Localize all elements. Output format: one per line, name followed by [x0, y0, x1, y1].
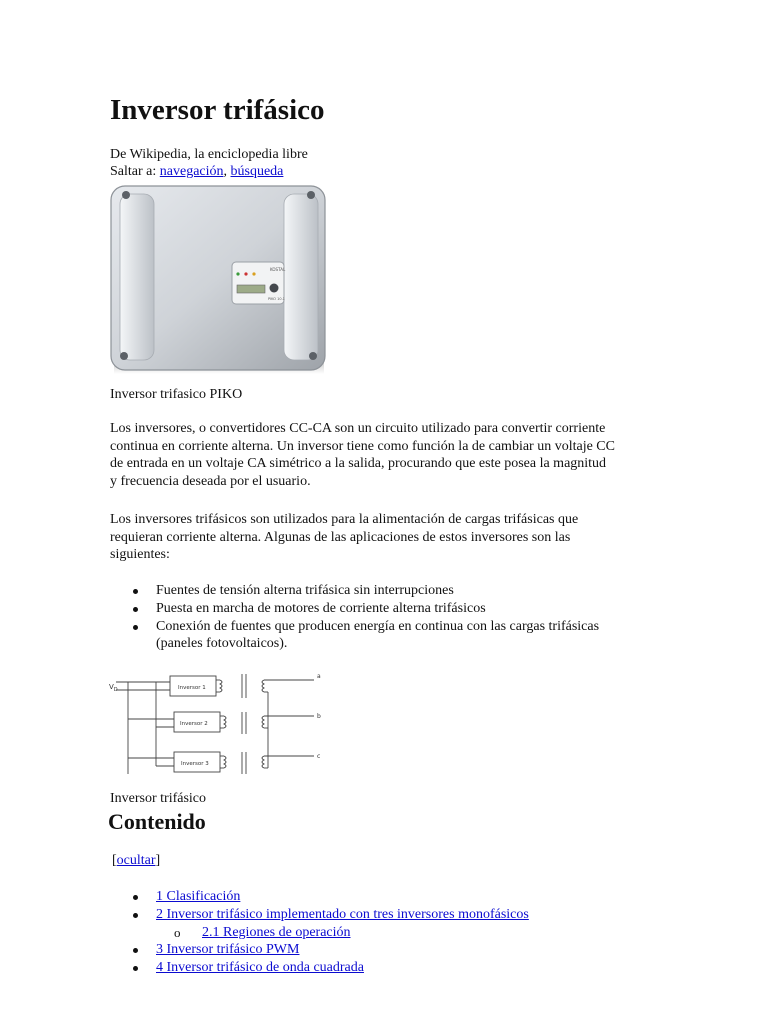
panel-brand-text: KOSTAL	[270, 267, 286, 272]
list-item	[110, 618, 630, 654]
toc-heading: Contenido	[108, 809, 206, 834]
toc-link-pwm[interactable]: 3 Inversor trifásico PWM	[156, 942, 300, 958]
paragraph-line: siguientes:	[110, 547, 170, 562]
output-terminal-label: a	[317, 673, 321, 680]
status-led-icon	[236, 272, 239, 275]
paragraph-line: Los inversores, o convertidores CC-CA son un circuito utilizado para convertir corriente	[110, 421, 606, 436]
bullet-icon	[133, 895, 138, 900]
toc-item	[110, 906, 670, 924]
toc-item	[110, 959, 670, 977]
list-item	[110, 582, 630, 600]
toc-item	[110, 888, 670, 906]
bullet-icon	[133, 625, 138, 630]
applications-list	[110, 582, 630, 653]
bullet-icon	[133, 948, 138, 953]
site-subtitle: De Wikipedia, la enciclopedia libre	[110, 147, 308, 162]
toc-link-clasificacion[interactable]: 1 Clasificación	[156, 889, 241, 904]
mounting-screw	[307, 191, 315, 199]
toc-link-onda-cuadrada[interactable]: 4 Inversor trifásico de onda cuadrada	[156, 960, 364, 976]
vd-label: $V_D$	[109, 683, 118, 693]
toggle-bracket: ]	[155, 853, 161, 868]
bullet-icon	[133, 589, 138, 594]
mounting-screw	[309, 352, 317, 360]
toc-link-tres-inversores[interactable]: 2 Inversor trifásico implementado con tres inversores monofásicos	[156, 906, 529, 922]
hide-toc-link[interactable]: ocultar	[116, 853, 156, 868]
status-led-icon	[252, 272, 255, 275]
paragraph-line: Los inversores trifásicos son utilizados para la alimentación de cargas trifásicas que	[110, 512, 579, 527]
toc-item	[110, 941, 670, 959]
toc-subitem	[110, 924, 670, 942]
three-phase-inverter-diagram	[108, 670, 330, 780]
mounting-screw	[122, 191, 130, 199]
page-title: Inversor trifásico	[110, 94, 325, 126]
applications-paragraph	[110, 511, 670, 564]
output-terminal-label: c	[317, 753, 321, 760]
bullet-icon	[133, 966, 138, 971]
inverter-photo	[108, 184, 330, 376]
figure-caption-diagram: Inversor trifásico	[110, 791, 207, 806]
list-item	[110, 600, 630, 618]
control-knob	[270, 284, 279, 293]
list-item-text: Conexión de fuentes que producen energía en continua con las cargas trifásicas (paneles fotovoltaicos).	[156, 618, 600, 652]
paragraph-line: y frecuencia deseada por el usuario.	[110, 473, 311, 489]
bullet-icon	[133, 607, 138, 612]
paragraph-line: requieran corriente alterna. Algunas de las aplicaciones de estos inversores son las	[110, 529, 571, 545]
jump-prefix: Saltar a:	[110, 164, 157, 179]
panel-model-text: PIKO 10.1	[268, 297, 285, 301]
output-terminal-label: b	[317, 713, 321, 720]
jump-separator: ,	[223, 164, 228, 179]
status-led-icon	[244, 272, 247, 275]
toc-link-regiones[interactable]: 2.1 Regiones de operación	[202, 924, 351, 940]
paragraph-line: de entrada en un voltaje CA simétrico a la salida, procurando que este posea la magnitud	[110, 456, 607, 471]
inverter-block-label: Inversor 3	[181, 761, 209, 767]
figure-caption-piko: Inversor trifasico PIKO	[110, 387, 243, 402]
bullet-icon	[133, 913, 138, 918]
inverter-block-label: Inversor 1	[178, 685, 206, 691]
paragraph-line: continua en corriente alterna. Un inversor tiene como función la de cambiar un voltaje CC	[110, 438, 615, 454]
jump-links	[110, 163, 283, 181]
toc-list	[110, 888, 670, 977]
list-item-text: Fuentes de tensión alterna trifásica sin interrupciones	[156, 583, 454, 598]
list-item-text: Puesta en marcha de motores de corriente alterna trifásicos	[156, 600, 486, 616]
mounting-screw	[120, 352, 128, 360]
lcd-display	[237, 285, 265, 293]
toc-toggle	[112, 852, 160, 870]
inverter-left-rib	[120, 194, 154, 360]
sub-bullet-icon: o	[174, 924, 181, 940]
intro-paragraph	[110, 420, 670, 490]
search-link[interactable]: búsqueda	[230, 164, 284, 179]
navigation-link[interactable]: navegación	[159, 164, 224, 179]
inverter-block-label: Inversor 2	[180, 721, 208, 727]
inverter-right-rib	[284, 194, 318, 360]
toggle-bracket: [	[112, 853, 117, 868]
